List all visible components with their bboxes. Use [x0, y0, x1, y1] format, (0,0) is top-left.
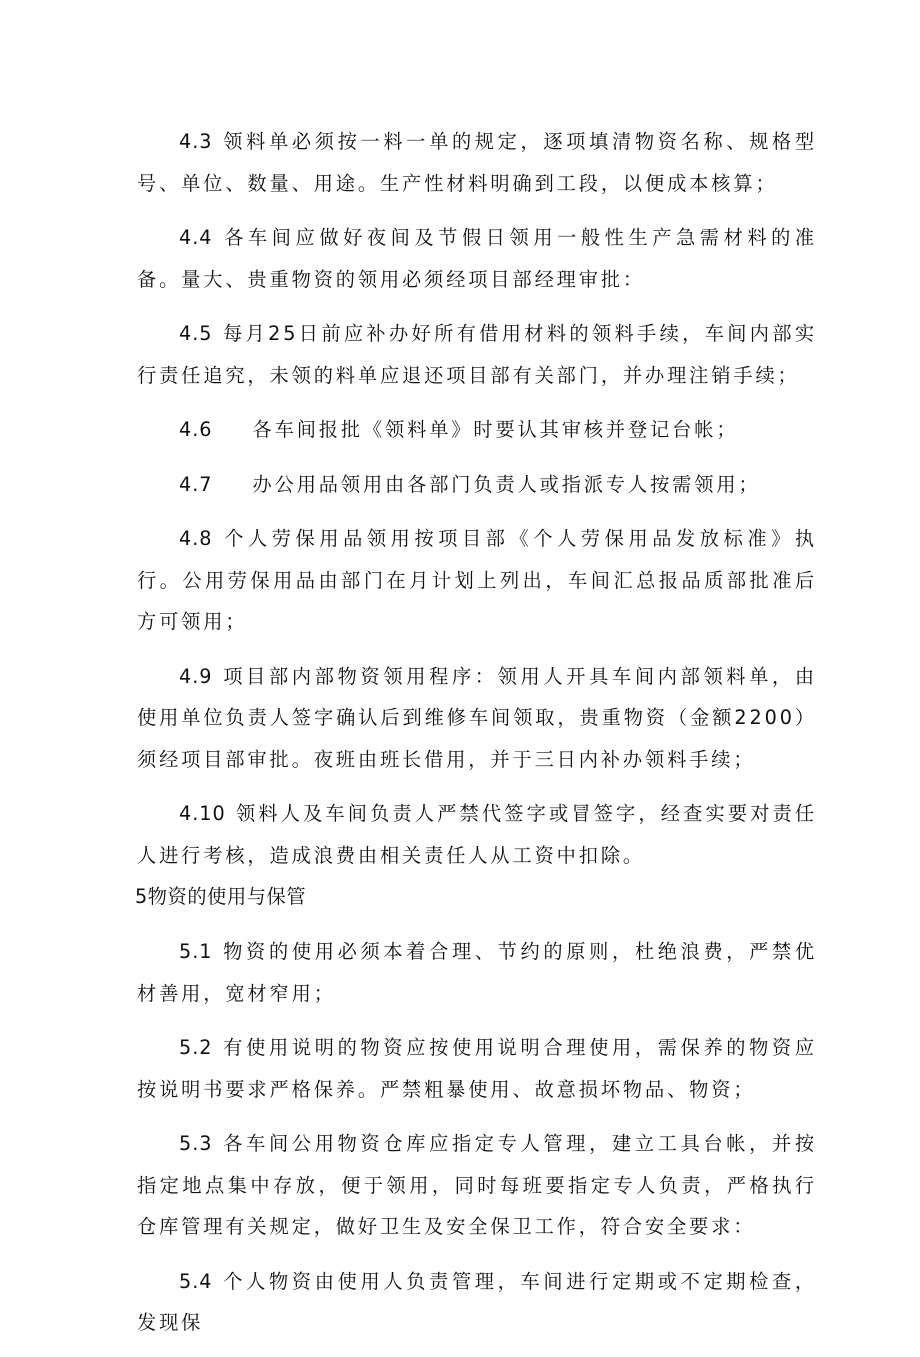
paragraph-4-7	[137, 464, 817, 506]
paragraph-5-1	[137, 931, 817, 1014]
clause-number: 4.9	[179, 664, 213, 688]
clause-number: 4.3	[179, 130, 213, 153]
document-body	[137, 121, 817, 1357]
clause-number: 4.4	[179, 226, 213, 249]
clause-text: 各车间报批《领料单》时要认其审核并登记台帐；	[252, 418, 739, 441]
clause-number: 4.8	[179, 527, 213, 550]
clause-number: 5.1	[179, 940, 213, 963]
paragraph-4-3	[137, 121, 817, 204]
paragraph-4-8	[137, 518, 817, 643]
clause-number: 4.6	[179, 418, 213, 441]
clause-text: 各车间公用物资仓库应指定专人管理，建立工具台帐，并按指定地点集中存放，便于领用，同时每班要指定专人负责，严格执行仓库管理有关规定，做好卫生及安全保卫工作，符合安全要求：	[137, 1132, 817, 1238]
paragraph-4-6	[137, 409, 817, 451]
clause-text: 领料单必须按一料一单的规定，逐项填清物资名称、规格型号、单位、数量、用途。生产性材料明确到工段，以便成本核算；	[137, 130, 817, 195]
clause-text: 个人劳保用品领用按项目部《个人劳保用品发放标准》执行。公用劳保用品由部门在月计划上列出，车间汇总报品质部批准后方可领用；	[137, 527, 817, 633]
paragraph-5-3	[137, 1123, 817, 1248]
clause-text: 每月25日前应补办好所有借用材料的领料手续，车间内部实行责任追究，未领的料单应退还项目部有关部门，并办理注销手续；	[137, 322, 817, 387]
paragraph-4-9	[137, 656, 817, 781]
clause-number: 4.10	[179, 802, 226, 825]
clause-text: 项目部内部物资领用程序：领用人开具车间内部领料单，由使用单位负责人签字确认后到维修车间领取，贵重物资（金额2200）须经项目部审批。夜班由班长借用，并于三日内补办领料手续；	[137, 664, 817, 771]
section-heading: 5物资的使用与保管	[135, 885, 307, 908]
paragraph-4-10	[137, 793, 817, 876]
clause-number: 5.4	[179, 1269, 213, 1293]
clause-number: 5.3	[179, 1132, 213, 1155]
paragraph-5-2	[137, 1027, 817, 1110]
clause-text: 办公用品领用由各部门负责人或指派专人按需领用；	[252, 472, 761, 496]
clause-number: 4.7	[179, 472, 213, 496]
clause-number: 5.2	[179, 1036, 213, 1059]
clause-text: 个人物资由使用人负责管理，车间进行定期或不定期检查，发现保	[137, 1269, 817, 1334]
clause-number: 4.5	[179, 322, 213, 345]
clause-text: 有使用说明的物资应按使用说明合理使用，需保养的物资应按说明书要求严格保养。严禁粗暴使用、故意损坏物品、物资；	[137, 1036, 817, 1101]
clause-text: 物资的使用必须本着合理、节约的原则，杜绝浪费，严禁优材善用，宽材窄用；	[137, 940, 817, 1005]
paragraph-4-4	[137, 217, 817, 300]
paragraph-5-4	[137, 1261, 817, 1344]
clause-text: 各车间应做好夜间及节假日领用一般性生产急需材料的准备。量大、贵重物资的领用必须经项目部经理审批：	[137, 226, 817, 291]
paragraph-4-5	[137, 313, 817, 396]
clause-text: 领料人及车间负责人严禁代签字或冒签字，经查实要对责任人进行考核，造成浪费由相关责任人从工资中扣除。	[137, 802, 817, 867]
